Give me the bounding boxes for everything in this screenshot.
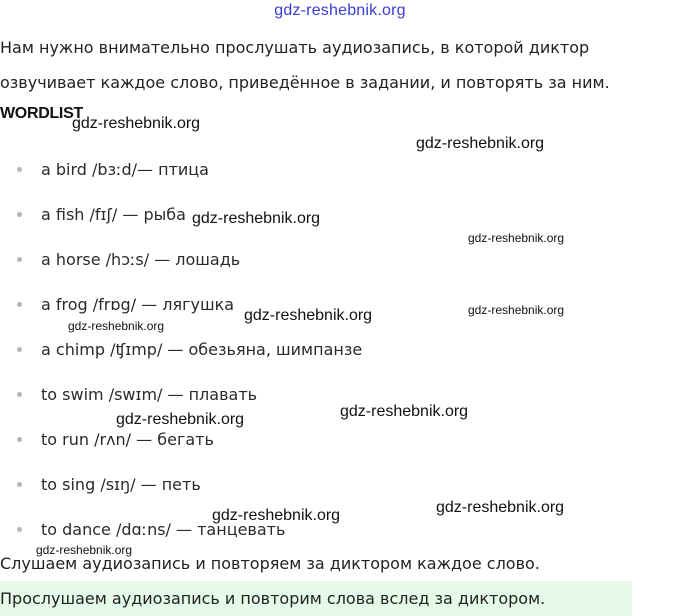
site-header-link[interactable]: gdz-reshebnik.org bbox=[274, 2, 406, 19]
watermark: gdz-reshebnik.org bbox=[68, 319, 165, 333]
bullet-dot-icon bbox=[17, 437, 22, 442]
word-list bbox=[0, 147, 362, 552]
bullet-dot-icon bbox=[17, 302, 22, 307]
word-entry: a chimp /ʧɪmp/ — обезьяна, шимпанзе bbox=[41, 340, 363, 359]
word-entry: to run /rʌn/ — бегать bbox=[41, 430, 214, 449]
bullet-dot-icon bbox=[17, 392, 22, 397]
bullet-dot-icon bbox=[17, 482, 22, 487]
watermark: gdz-reshebnik.org bbox=[116, 411, 245, 428]
word-entry: to dance /dɑːns/ — танцевать bbox=[41, 520, 286, 539]
answer-text: Прослушаем аудиозапись и повторим слова вслед за диктором. bbox=[0, 589, 546, 608]
word-entry: a fish /fɪʃ/ — рыба bbox=[41, 205, 186, 224]
watermark: gdz-reshebnik.org bbox=[340, 403, 469, 420]
word-entry: to swim /swɪm/ — плавать bbox=[41, 385, 258, 404]
word-entry: a frog /frɒg/ — лягушка bbox=[41, 295, 235, 314]
watermark: gdz-reshebnik.org bbox=[436, 499, 565, 516]
bullet-dot-icon bbox=[17, 527, 22, 532]
intro-paragraph: Нам нужно внимательно прослушать аудиозапись, в которой диктор озвучивает каждое слово, приведённое в задании, и повторять за ним. bbox=[0, 38, 610, 92]
word-entry: a horse /hɔːs/ — лошадь bbox=[41, 250, 241, 269]
wordlist-title: WORDLIST bbox=[0, 105, 83, 122]
watermark: gdz-reshebnik.org bbox=[468, 303, 565, 317]
watermark: gdz-reshebnik.org bbox=[244, 307, 373, 324]
watermark: gdz-reshebnik.org bbox=[468, 231, 565, 245]
list-item bbox=[0, 237, 362, 282]
watermark: gdz-reshebnik.org bbox=[192, 210, 321, 227]
answer-box bbox=[0, 581, 632, 616]
list-item bbox=[0, 147, 362, 192]
watermark: gdz-reshebnik.org bbox=[72, 115, 201, 132]
bullet-dot-icon bbox=[17, 167, 22, 172]
word-entry: a bird /bɜːd/— птица bbox=[41, 160, 209, 179]
bullet-dot-icon bbox=[17, 212, 22, 217]
list-item bbox=[0, 462, 362, 507]
listen-instruction: Слушаем аудиозапись и повторяем за диктором каждое слово. bbox=[0, 554, 540, 573]
watermark: gdz-reshebnik.org bbox=[212, 507, 341, 524]
watermark: gdz-reshebnik.org bbox=[416, 135, 545, 152]
watermark: gdz-reshebnik.org bbox=[36, 543, 133, 557]
list-item bbox=[0, 327, 362, 372]
bullet-dot-icon bbox=[17, 257, 22, 262]
bullet-dot-icon bbox=[17, 347, 22, 352]
word-entry: to sing /sɪŋ/ — петь bbox=[41, 475, 201, 494]
